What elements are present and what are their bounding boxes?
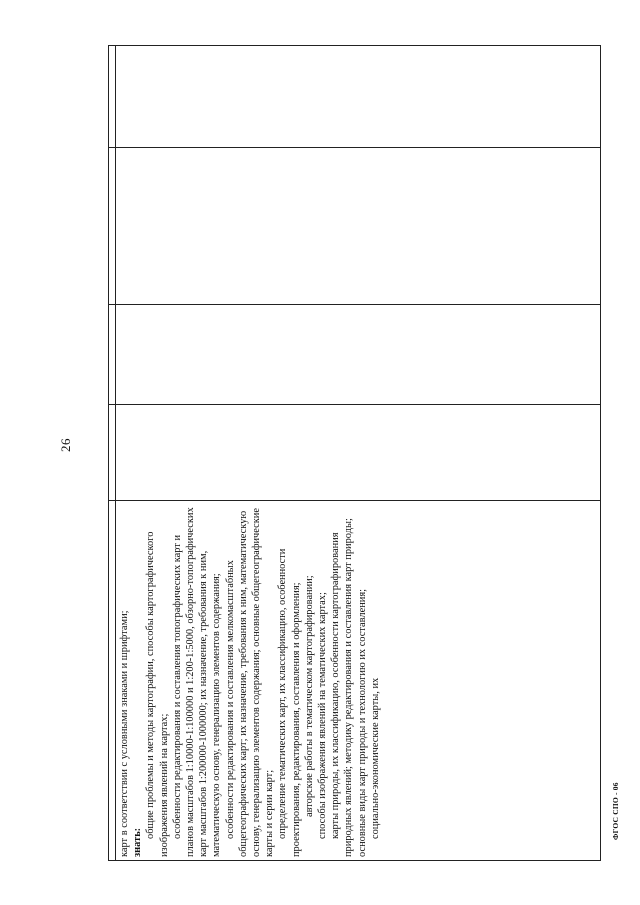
table-row-divider — [109, 147, 600, 148]
footer-document-code: ФГОС СПО - 06 — [611, 782, 620, 840]
content-line: социально-экономические карты, их — [369, 677, 381, 839]
content-line: общие проблемы и методы картографии, способы картографического изображения явлений на картах; — [145, 531, 170, 857]
content-line: особенности редактирования и составления мелкомасштабных общегеографических карт; их назначение, требования к ним, математическую основу, генерализацию элементов содержания; основные общегеографические карты и серии карт; — [224, 508, 276, 857]
content-line: карт в соответствии с условными знаками и шрифтами; — [119, 610, 130, 857]
table-row-divider — [109, 404, 600, 405]
page-number: 26 — [58, 438, 73, 452]
table-row-divider — [109, 304, 600, 305]
content-line: определение тематических карт, их классификацию, особенности проектирования, редактирования, составления и оформления; — [277, 548, 302, 857]
content-line: авторские работы в тематическом картографировании; — [303, 575, 315, 817]
content-line: особенности редактирования и составления топографических карт и планов масштабов 1:10000-1:100000 и 1:200-1:5000, обзорно-топографических карт масштабов 1:200000-1000000; их назначение, требования к ним, математическую основу, генерализацию элементов содержания; — [171, 507, 223, 857]
competency-content-cell — [116, 500, 552, 861]
content-heading-know: знать: — [132, 827, 144, 857]
content-line: карты природы, их классификацию, особенности картографирования природных явлений; методику редактирования и составления карт природы; основные виды карт природы и технологию их составления; — [330, 518, 368, 857]
content-line: способы изображения явлений на тематических картах; — [317, 592, 329, 839]
